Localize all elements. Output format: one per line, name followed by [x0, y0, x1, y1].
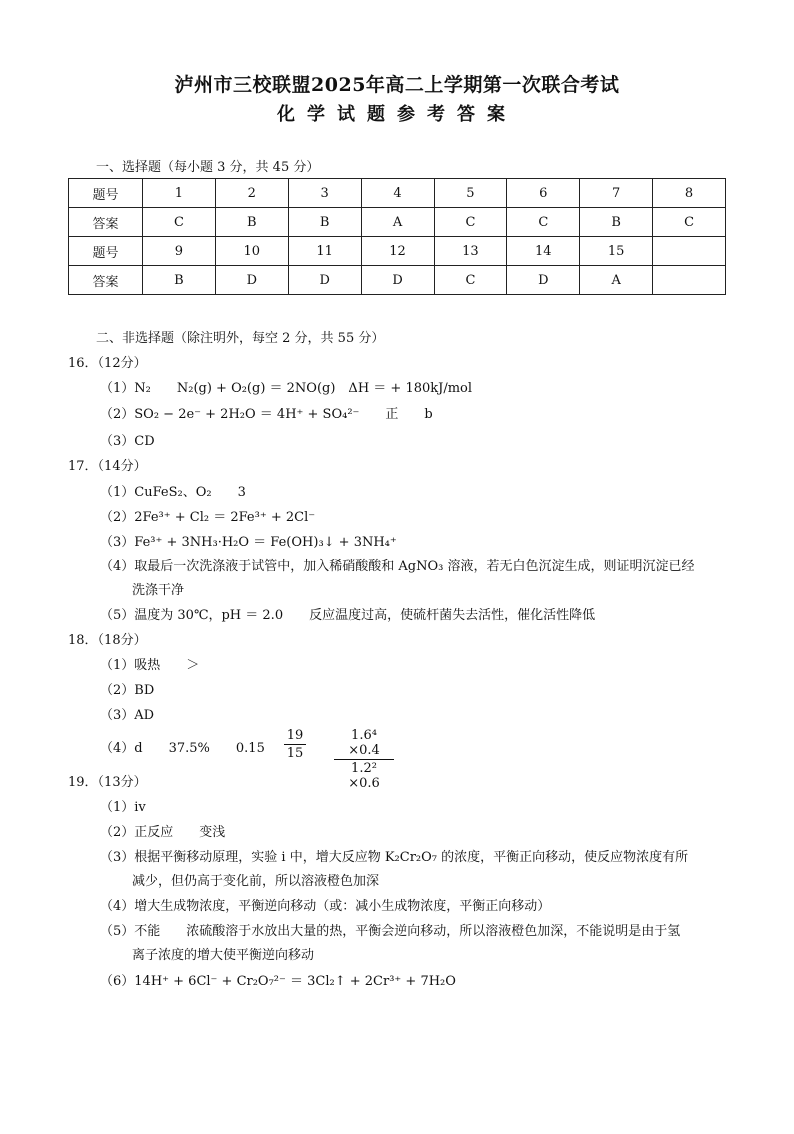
table-cell: 11	[288, 237, 361, 266]
table-cell	[653, 237, 726, 266]
q17-answer-4-cont: 洗涤干净	[132, 583, 185, 598]
table-cell: B	[143, 266, 216, 295]
table-cell: 15	[580, 237, 653, 266]
table-cell: 14	[507, 237, 580, 266]
table-cell: 2	[215, 179, 288, 208]
q17-answer-5: （5）温度为 30℃，pH ＝ 2.0 反应温度过高，使硫杆菌失去活性，催化活性降低	[100, 608, 596, 623]
table-cell: B	[580, 208, 653, 237]
table-cell: B	[215, 208, 288, 237]
table-cell: D	[288, 266, 361, 295]
fraction-19-15	[284, 728, 306, 761]
fraction-numerator: 1.6⁴ ×0.4	[348, 728, 380, 758]
page-subtitle: 化学试题参考答案	[277, 104, 517, 125]
table-cell: 1	[143, 179, 216, 208]
fraction-kp-expression	[334, 728, 394, 791]
q17-answer-4: （4）取最后一次洗涤液于试管中，加入稀硝酸酸和 AgNO₃ 溶液，若无白色沉淀生成，则证明沉淀已经	[100, 559, 695, 574]
table-cell: 3	[288, 179, 361, 208]
q19-answer-6: （6）14H⁺ + 6Cl⁻ + Cr₂O₇²⁻ ＝ 3Cl₂↑ + 2Cr³⁺ + 7H₂O	[100, 974, 456, 989]
table-cell: 答案	[69, 266, 143, 295]
q18-answer-3: （3）AD	[100, 708, 155, 723]
q17-heading: 17．（14分）	[68, 459, 147, 474]
q16-answer-1: （1）N₂ N₂(g) + O₂(g) ＝ 2NO(g) ΔH ＝ + 180kJ/mol	[100, 381, 473, 396]
table-cell: 题号	[69, 237, 143, 266]
table-row	[69, 208, 726, 237]
answer-table	[68, 178, 726, 295]
q19-answer-4: （4）增大生成物浓度，平衡逆向移动（或：减小生成物浓度，平衡正向移动）	[100, 899, 551, 914]
table-cell: A	[361, 208, 434, 237]
table-row	[69, 266, 726, 295]
q16-answer-3: （3）CD	[100, 434, 155, 449]
q19-answer-3: （3）根据平衡移动原理，实验 ⅰ 中，增大反应物 K₂Cr₂O₇ 的浓度，平衡正向移动，使反应物浓度有所	[100, 850, 689, 865]
table-cell: 10	[215, 237, 288, 266]
table-cell: 9	[143, 237, 216, 266]
table-row	[69, 237, 726, 266]
table-cell: 题号	[69, 179, 143, 208]
q18-answer-4: （4）d 37.5% 0.15	[100, 741, 265, 756]
table-cell: D	[507, 266, 580, 295]
table-cell: 12	[361, 237, 434, 266]
table-cell: C	[434, 208, 507, 237]
table-cell: A	[580, 266, 653, 295]
table-cell: 6	[507, 179, 580, 208]
table-row	[69, 179, 726, 208]
fraction-numerator: 19	[286, 728, 304, 743]
q17-answer-1: （1）CuFeS₂、O₂ 3	[100, 485, 246, 500]
q19-heading: 19．（13分）	[68, 775, 147, 790]
q16-answer-2: （2）SO₂ − 2e⁻ + 2H₂O ＝ 4H⁺ + SO₄²⁻ 正 b	[100, 407, 433, 422]
page-title: 泸州市三校联盟2025年高二上学期第一次联合考试	[174, 74, 620, 96]
table-cell: B	[288, 208, 361, 237]
table-cell: 5	[434, 179, 507, 208]
q19-answer-3-cont: 减少，但仍高于变化前，所以溶液橙色加深	[132, 874, 380, 889]
q19-answer-5-cont: 离子浓度的增大使平衡逆向移动	[132, 948, 315, 963]
fraction-denominator: 15	[286, 746, 304, 761]
table-cell: C	[143, 208, 216, 237]
q18-answer-2: （2）BD	[100, 683, 155, 698]
table-cell: 8	[653, 179, 726, 208]
q16-heading: 16．（12分）	[68, 356, 147, 371]
table-cell	[653, 266, 726, 295]
table-cell: 7	[580, 179, 653, 208]
section-choice-heading: 一、选择题（每小题 3 分，共 45 分）	[96, 160, 320, 175]
q19-answer-1: （1）ⅳ	[100, 800, 146, 815]
table-cell: D	[361, 266, 434, 295]
q19-answer-2: （2）正反应 变浅	[100, 825, 226, 840]
section-nonchoice-heading: 二、非选择题（除注明外，每空 2 分，共 55 分）	[96, 331, 385, 346]
table-cell: C	[653, 208, 726, 237]
q17-answer-2: （2）2Fe³⁺ + Cl₂ ＝ 2Fe³⁺ + 2Cl⁻	[100, 510, 316, 525]
fraction-denominator: 1.2² ×0.6	[348, 761, 380, 791]
table-cell: C	[507, 208, 580, 237]
table-cell: C	[434, 266, 507, 295]
q18-heading: 18．（18分）	[68, 633, 147, 648]
q19-answer-5: （5）不能 浓硫酸溶于水放出大量的热，平衡会逆向移动，所以溶液橙色加深，不能说明是由于氢	[100, 924, 681, 939]
table-cell: 4	[361, 179, 434, 208]
q17-answer-3: （3）Fe³⁺ + 3NH₃·H₂O ＝ Fe(OH)₃↓ + 3NH₄⁺	[100, 535, 397, 550]
table-cell: D	[215, 266, 288, 295]
table-cell: 答案	[69, 208, 143, 237]
table-cell: 13	[434, 237, 507, 266]
q18-answer-1: （1）吸热 ＞	[100, 658, 200, 673]
